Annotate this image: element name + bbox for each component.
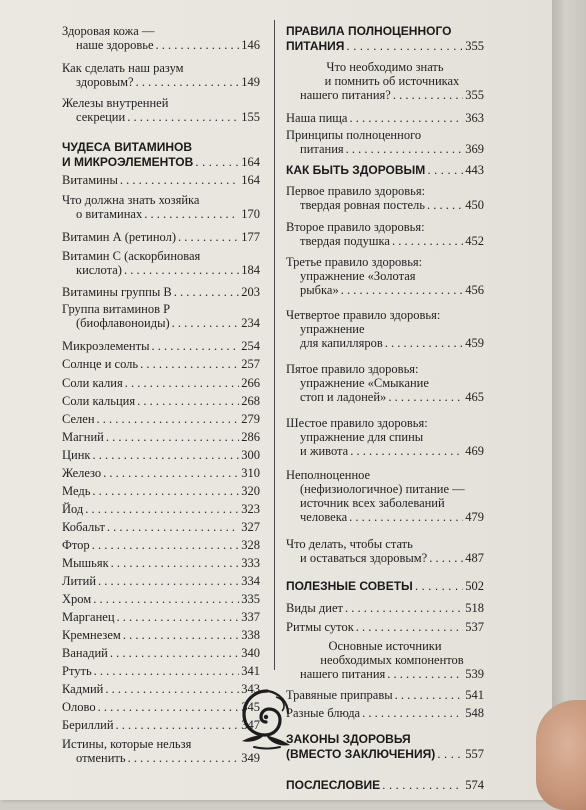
toc-section-heading — [286, 163, 484, 178]
page-number: 328 — [241, 538, 260, 552]
toc-entry — [286, 362, 484, 404]
toc-entry-title-line: Четвертое правило здоровья: — [286, 308, 441, 322]
toc-entry — [286, 308, 484, 350]
toc-entry — [286, 220, 484, 248]
toc-section-heading — [286, 732, 484, 762]
toc-entry-title-line: секреции — [76, 110, 126, 124]
toc-entry — [286, 184, 484, 212]
toc-entry-title-line: (ВМЕСТО ЗАКЛЮЧЕНИЯ) — [286, 747, 436, 761]
page-number: 310 — [241, 466, 260, 480]
toc-entry-title-line: необходимых компонентов — [320, 653, 464, 667]
toc-entry — [62, 502, 260, 516]
toc-entry — [62, 24, 260, 52]
toc-entry — [62, 230, 260, 244]
page-number: 334 — [241, 574, 260, 588]
toc-entry-title-line: Второе правило здоровья: — [286, 220, 425, 234]
page-number: 456 — [465, 283, 484, 297]
toc-entry-title-line: Йод — [62, 502, 84, 516]
toc-entry — [286, 255, 484, 297]
toc-entry-title-line: Микроэлементы — [62, 339, 150, 353]
page-number: 300 — [241, 448, 260, 462]
toc-entry-title-line: человека — [300, 510, 348, 524]
dot-leader — [393, 88, 463, 102]
dot-leader — [140, 357, 239, 371]
toc-entry — [62, 484, 260, 498]
toc-entry — [62, 394, 260, 408]
page-number: 347 — [241, 718, 260, 732]
dot-leader — [382, 778, 463, 793]
toc-entry-title-line: твердая ровная постель — [300, 198, 425, 212]
dot-leader — [437, 747, 463, 762]
toc-entry — [62, 173, 260, 187]
toc-entry-title-line: Бериллий — [62, 718, 114, 732]
toc-entry — [286, 537, 484, 565]
toc-entry-title-line: твердая подушка — [300, 234, 390, 248]
toc-entry-title-line: ПРАВИЛА ПОЛНОЦЕННОГО — [286, 24, 452, 38]
toc-entry-title-line: ПИТАНИЯ — [286, 39, 345, 53]
toc-entry — [62, 193, 260, 221]
toc-entry-title-line: Ритмы суток — [286, 620, 354, 634]
toc-entry-title-line: И МИКРОЭЛЕМЕНТОВ — [62, 155, 194, 169]
dot-leader — [174, 285, 240, 299]
dot-leader — [136, 75, 240, 89]
page-number: 548 — [465, 706, 484, 720]
toc-entry-title-line: Селен — [62, 412, 95, 426]
toc-entry-title-line: нашего питания? — [300, 88, 391, 102]
toc-entry-title-line: Цинк — [62, 448, 91, 462]
dot-leader — [385, 336, 464, 350]
page-number: 574 — [465, 778, 484, 792]
dot-leader — [395, 688, 464, 702]
toc-entry-title-line: Витамины группы В — [62, 285, 172, 299]
toc-entry — [62, 412, 260, 426]
page-number: 502 — [465, 579, 484, 593]
page-number: 333 — [241, 556, 260, 570]
toc-entry-title-line: рыбка» — [300, 283, 339, 297]
dot-leader — [105, 682, 239, 696]
dot-leader — [128, 751, 240, 765]
page-number: 234 — [241, 316, 260, 330]
ornament-icon — [232, 683, 302, 753]
page-number: 323 — [241, 502, 260, 516]
toc-entry-title-line: Пятое правило здоровья: — [286, 362, 419, 376]
toc-entry-title-line: и живота — [300, 444, 349, 458]
toc-entry-title-line: КАК БЫТЬ ЗДОРОВЫМ — [286, 163, 426, 177]
page-number: 279 — [241, 412, 260, 426]
dot-leader — [137, 394, 239, 408]
dot-leader — [195, 155, 239, 170]
toc-entry — [62, 737, 260, 765]
dot-leader — [124, 263, 239, 277]
toc-entry-title-line: Олово — [62, 700, 96, 714]
toc-entry-title-line: Ванадий — [62, 646, 108, 660]
toc-entry-title-line: Группа витаминов Р — [62, 302, 171, 316]
toc-entry-title-line: Кобальт — [62, 520, 105, 534]
column-divider — [274, 20, 275, 670]
toc-entry-title-line: Третье правило здоровья: — [286, 255, 423, 269]
page-number: 170 — [241, 207, 260, 221]
toc-entry — [62, 249, 260, 277]
dot-leader — [120, 173, 239, 187]
toc-entry — [286, 416, 484, 458]
page-number: 541 — [465, 688, 484, 702]
toc-entry — [286, 111, 484, 125]
page-number: 320 — [241, 484, 260, 498]
dot-leader — [429, 551, 463, 565]
page-number: 518 — [465, 601, 484, 615]
page-number: 450 — [465, 198, 484, 212]
toc-entry — [62, 376, 260, 390]
toc-entry-title-line: (нефизиологичное) питание — — [300, 482, 465, 496]
toc-entry-title-line: Неполноценное — [286, 468, 371, 482]
toc-entry-title-line: Как сделать наш разум — [62, 61, 184, 75]
toc-entry — [62, 339, 260, 353]
page-number: 479 — [465, 510, 484, 524]
dot-leader — [345, 601, 463, 615]
dot-leader — [350, 444, 463, 458]
page-number: 343 — [241, 682, 260, 696]
toc-entry-title-line: Солнце и соль — [62, 357, 139, 371]
dot-leader — [392, 234, 463, 248]
page-number: 268 — [241, 394, 260, 408]
toc-entry-title-line: для капилляров — [300, 336, 383, 350]
toc-entry-title-line: Железы внутренней — [62, 96, 169, 110]
toc-entry-title-line: ПОЛЕЗНЫЕ СОВЕТЫ — [286, 579, 413, 593]
page-number: 355 — [465, 88, 484, 102]
toc-entry-title-line: упражнение «Золотая — [300, 269, 416, 283]
page-number: 345 — [241, 700, 260, 714]
toc-entry-title-line: ЧУДЕСА ВИТАМИНОВ — [62, 140, 193, 154]
page-number: 203 — [241, 285, 260, 299]
page-number: 363 — [465, 111, 484, 125]
toc-entry-title-line: Магний — [62, 430, 104, 444]
dot-leader — [346, 142, 464, 156]
toc-entry — [62, 700, 260, 714]
toc-entry-title-line: и оставаться здоровым? — [300, 551, 428, 565]
toc-entry-title-line: Витамин С (аскорбиновая — [62, 249, 201, 263]
toc-entry-title-line: Что необходимо знать — [326, 60, 444, 74]
toc-section-heading — [286, 579, 484, 594]
page-number: 452 — [465, 234, 484, 248]
thumb — [536, 700, 586, 810]
page-number: 146 — [241, 38, 260, 52]
page-number: 340 — [241, 646, 260, 660]
toc-entry — [62, 718, 260, 732]
toc-entry — [62, 285, 260, 299]
toc-entry — [286, 620, 484, 634]
toc-entry-title-line: и помнить об источниках — [324, 74, 460, 88]
dot-leader — [349, 111, 463, 125]
toc-entry — [62, 592, 260, 606]
toc-entry-title-line: (биофлавоноиды) — [76, 316, 170, 330]
page-number: 254 — [241, 339, 260, 353]
toc-entry-title-line: Мышьяк — [62, 556, 109, 570]
dot-leader — [111, 556, 240, 570]
toc-entry-title-line: Фтор — [62, 538, 90, 552]
toc-entry-title-line: ПОСЛЕСЛОВИЕ — [286, 778, 381, 792]
page-number: 164 — [241, 155, 260, 169]
dot-leader — [117, 610, 240, 624]
toc-entry-title-line: упражнение «Смыкание — [300, 376, 429, 390]
toc-entry-title-line: Витамин А (ретинол) — [62, 230, 177, 244]
toc-entry-title-line: Марганец — [62, 610, 115, 624]
toc-entry-title-line: Принципы полноценного — [286, 128, 422, 142]
toc-entry-title-line: Что делать, чтобы стать — [286, 537, 413, 551]
toc-entry-title-line: Витамины — [62, 173, 118, 187]
toc-entry — [286, 601, 484, 615]
toc-entry-title-line: Истины, которые нельзя — [62, 737, 192, 751]
toc-entry — [286, 128, 484, 156]
dot-leader — [97, 412, 240, 426]
toc-entry-title-line: ЗАКОНЫ ЗДОРОВЬЯ — [286, 732, 411, 746]
toc-entry — [62, 302, 260, 330]
page-number: 177 — [241, 230, 260, 244]
toc-entry — [62, 538, 260, 552]
dot-leader — [85, 502, 239, 516]
toc-entry-title-line: Кремнезем — [62, 628, 121, 642]
dot-leader — [106, 430, 239, 444]
page-number: 539 — [465, 667, 484, 681]
dot-leader — [156, 38, 240, 52]
page-number: 557 — [465, 747, 484, 761]
toc-entry-title-line: Кадмий — [62, 682, 104, 696]
toc-entry — [62, 466, 260, 480]
dot-leader — [107, 520, 239, 534]
page-number: 369 — [465, 142, 484, 156]
toc-entry-title-line: нашего питания — [300, 667, 386, 681]
toc-entry-title-line: Соли калия — [62, 376, 123, 390]
toc-entry-title-line: Литий — [62, 574, 97, 588]
dot-leader — [127, 110, 239, 124]
page-number: 443 — [465, 163, 484, 177]
toc-entry — [62, 430, 260, 444]
toc-entry — [62, 646, 260, 660]
toc-entry-title-line: Хром — [62, 592, 92, 606]
dot-leader — [178, 230, 239, 244]
page-number: 487 — [465, 551, 484, 565]
toc-entry-title-line: Соли кальция — [62, 394, 136, 408]
toc-entry-title-line: о витаминах — [76, 207, 143, 221]
dot-leader — [172, 316, 240, 330]
toc-entry-title-line: Шестое правило здоровья: — [286, 416, 428, 430]
page-number: 184 — [241, 263, 260, 277]
toc-entry-title-line: Виды диет — [286, 601, 343, 615]
toc-entry-title-line: наше здоровье — [76, 38, 154, 52]
toc-entry-title-line: кислота) — [76, 263, 122, 277]
dot-leader — [349, 510, 463, 524]
dot-leader — [388, 390, 463, 404]
toc-entry-title-line: здоровым? — [76, 75, 134, 89]
toc-entry — [286, 706, 484, 720]
dot-leader — [103, 466, 239, 480]
page-number: 149 — [241, 75, 260, 89]
page-number: 164 — [241, 173, 260, 187]
dot-leader — [341, 283, 464, 297]
page-number: 465 — [465, 390, 484, 404]
dot-leader — [93, 592, 239, 606]
toc-entry — [62, 520, 260, 534]
dot-leader — [92, 448, 239, 462]
page-number: 286 — [241, 430, 260, 444]
dot-leader — [427, 163, 463, 178]
toc-entry — [286, 688, 484, 702]
toc-entry-title-line: Основные источники — [328, 639, 442, 653]
toc-entry — [62, 96, 260, 124]
toc-entry — [286, 468, 484, 524]
toc-entry — [62, 664, 260, 678]
dot-leader — [98, 574, 239, 588]
toc-entry-title-line: источник всех заболеваний — [300, 496, 445, 510]
toc-entry — [286, 639, 484, 681]
dot-leader — [123, 628, 239, 642]
dot-leader — [110, 646, 239, 660]
toc-entry-title-line: Наша пища — [286, 111, 348, 125]
toc-entry-title-line: стоп и ладоней» — [300, 390, 387, 404]
dot-leader — [151, 339, 239, 353]
dot-leader — [356, 620, 463, 634]
toc-entry — [62, 556, 260, 570]
dot-leader — [427, 198, 463, 212]
dot-leader — [415, 579, 463, 594]
toc-entry — [62, 357, 260, 371]
toc-entry-title-line: отменить — [76, 751, 126, 765]
page-number: 327 — [241, 520, 260, 534]
page-number: 459 — [465, 336, 484, 350]
toc-entry — [62, 448, 260, 462]
toc-section-heading — [62, 140, 260, 170]
toc-entry-title-line: Ртуть — [62, 664, 92, 678]
toc-entry-title-line: Медь — [62, 484, 91, 498]
dot-leader — [94, 664, 240, 678]
page-number: 349 — [241, 751, 260, 765]
toc-section-heading — [286, 778, 484, 793]
toc-entry — [62, 61, 260, 89]
toc-entry-title-line: Первое правило здоровья: — [286, 184, 426, 198]
toc-entry — [62, 574, 260, 588]
dot-leader — [116, 718, 240, 732]
page-number: 335 — [241, 592, 260, 606]
page-number: 341 — [241, 664, 260, 678]
toc-entry-title-line: Здоровая кожа — — [62, 24, 155, 38]
page-number: 257 — [241, 357, 260, 371]
page-number: 337 — [241, 610, 260, 624]
dot-leader — [144, 207, 239, 221]
toc-entry-title-line: упражнение — [300, 322, 365, 336]
dot-leader — [92, 484, 239, 498]
dot-leader — [362, 706, 463, 720]
toc-entry-title-line: Железо — [62, 466, 102, 480]
toc-entry — [62, 682, 260, 696]
toc-entry-title-line: Травяные приправы — [286, 688, 393, 702]
page-number: 155 — [241, 110, 260, 124]
page-number: 355 — [465, 39, 484, 53]
dot-leader — [125, 376, 240, 390]
toc-section-heading — [286, 24, 484, 54]
toc-entry-title-line: Разные блюда — [286, 706, 361, 720]
toc-entry-title-line: упражнение для спины — [300, 430, 424, 444]
page-number: 537 — [465, 620, 484, 634]
page-edge — [552, 0, 586, 800]
dot-leader — [92, 538, 240, 552]
page-number: 338 — [241, 628, 260, 642]
page-number: 469 — [465, 444, 484, 458]
toc-entry — [62, 610, 260, 624]
toc-entry-title-line: питания — [300, 142, 344, 156]
dot-leader — [98, 700, 240, 714]
page-number: 266 — [241, 376, 260, 390]
toc-entry — [62, 628, 260, 642]
dot-leader — [387, 667, 463, 681]
toc-entry-title-line: Что должна знать хозяйка — [62, 193, 200, 207]
toc-entry — [286, 60, 484, 102]
dot-leader — [346, 39, 463, 54]
